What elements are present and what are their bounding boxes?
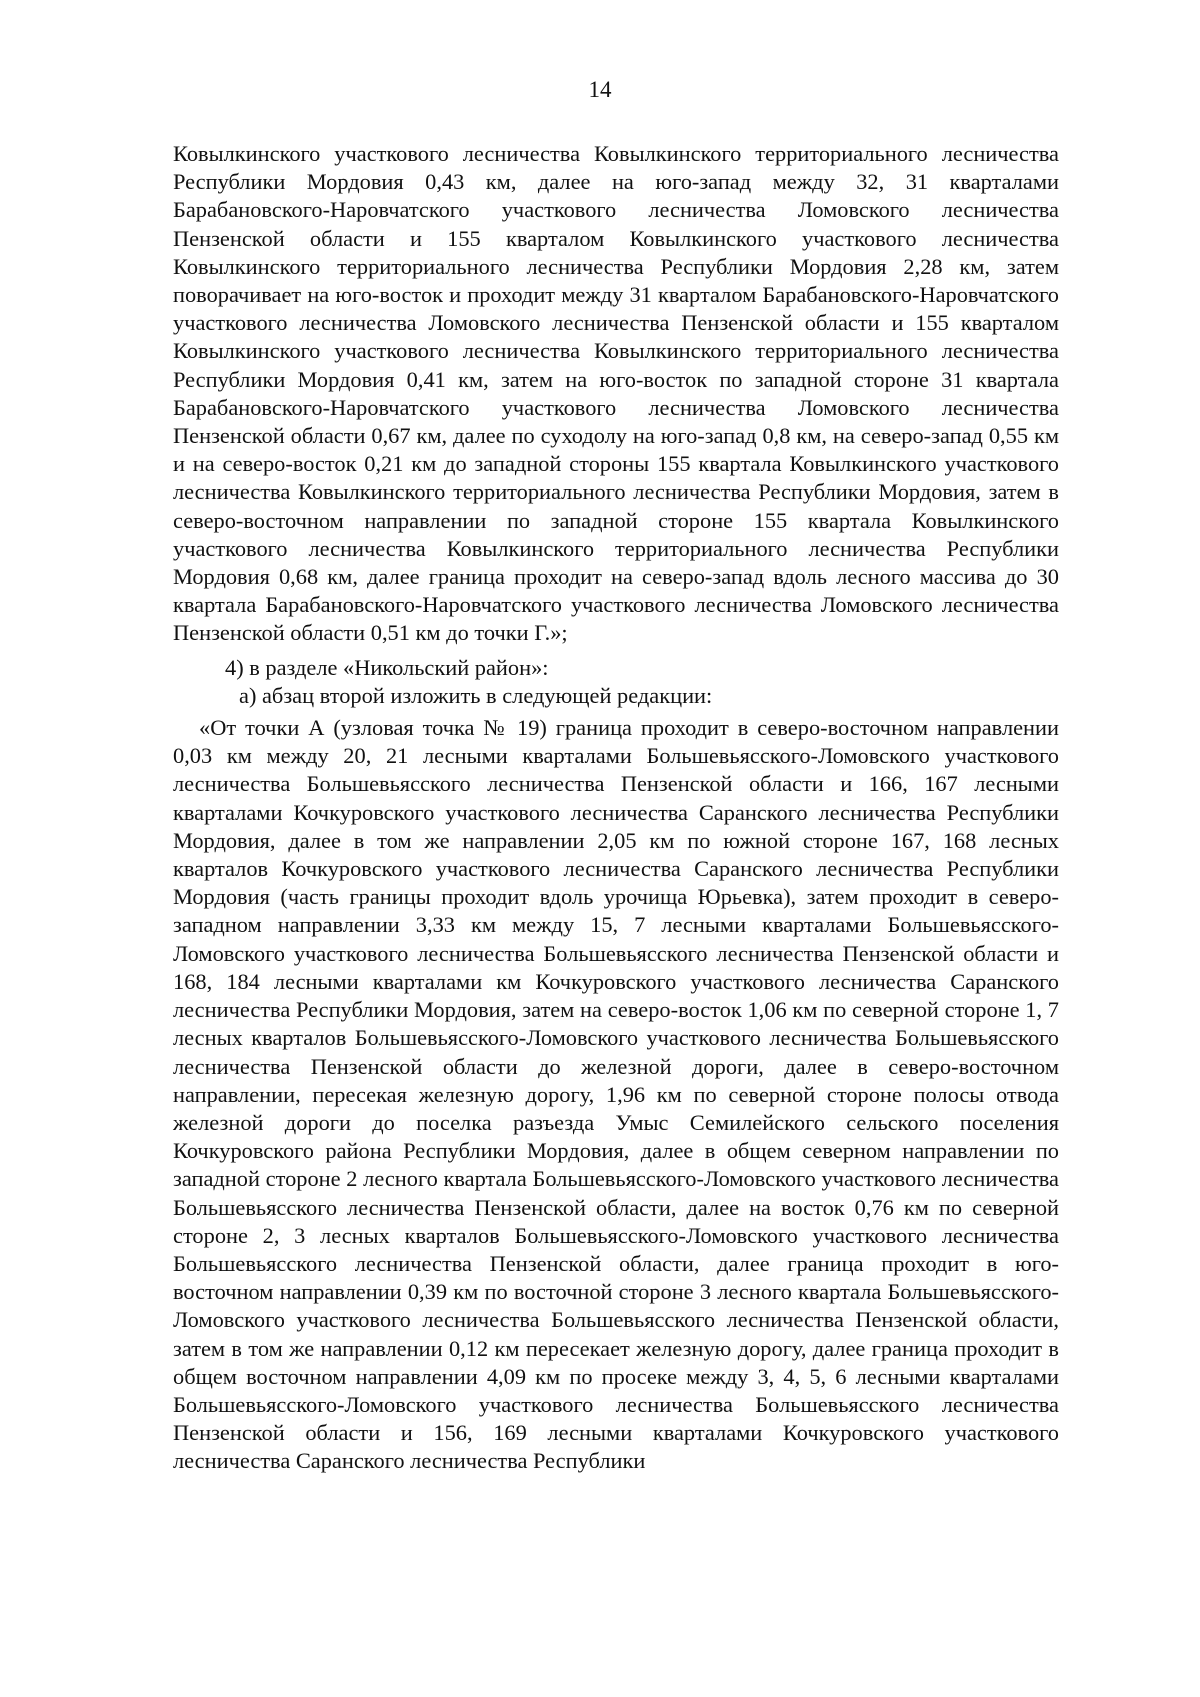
paragraph-continuation: Ковылкинского участкового лесничества Ковылкинского территориального лесничества Республики Мордовия 0,43 км, далее на юго-запад между 32, 31 кварталами Барабановского-Наровчатского участкового лесничества Ломовского лесничества Пензенской области и 155 кварталом Ковылкинского участкового лесничества Ковылкинского территориального лесничества Республики Мордовия 2,28 км, затем поворачивает на юго-восток и проходит между 31 кварталом Барабановского-Наровчатского участкового лесничества Ломовского лесничества Пензенской области и 155 кварталом Ковылкинского участкового лесничества Ковылкинского территориального лесничества Республики Мордовия 0,41 км, затем на юго-восток по западной стороне 31 квартала Барабановского-Наровчатского участкового лесничества Ломовского лесничества Пензенской области 0,67 км, далее по суходолу на юго-запад 0,8 км, на северо-запад 0,55 км и на северо-восток 0,21 км до западной стороны 155 квартала Ковылкинского участкового лесничества Ковылкинского территориального лесничества Республики Мордовия, затем в северо-восточном направлении по западной стороне 155 квартала Ковылкинского участкового лесничества Ковылкинского территориального лесничества Республики Мордовия 0,68 км, далее граница проходит на северо-запад вдоль лесного массива до 30 квартала Барабановского-Наровчатского участкового лесничества Ломовского лесничества Пензенской области 0,51 км до точки Г.»;	[173, 141, 1059, 646]
document-body	[173, 140, 1059, 1476]
page-number: 14	[588, 77, 612, 102]
paragraph-amended-text: «От точки А (узловая точка № 19) граница проходит в северо-восточном направлении 0,03 км между 20, 21 лесными кварталами Большевьясского-Ломовского участкового лесничества Большевьясского лесничества Пензенской области и 166, 167 лесными кварталами Кочкуровского участкового лесничества Саранского лесничества Республики Мордовия, далее в том же направлении 2,05 км по южной стороне 167, 168 лесных кварталов Кочкуровского участкового лесничества Саранского лесничества Республики Мордовия (часть границы проходит вдоль урочища Юрьевка), затем проходит в северо-западном направлении 3,33 км между 15, 7 лесными кварталами Большевьясского-Ломовского участкового лесничества Большевьясского лесничества Пензенской области и 168, 184 лесными кварталами км Кочкуровского участкового лесничества Саранского лесничества Республики Мордовия, затем на северо-восток 1,06 км по северной стороне 1, 7 лесных кварталов Большевьясского-Ломовского участкового лесничества Большевьясского лесничества Пензенской области до железной дороги, далее в северо-восточном направлении, пересекая железную дорогу, 1,96 км по северной стороне полосы отвода железной дороги до поселка разъезда Умыс Семилейского сельского поселения Кочкуровского района Республики Мордовия, далее в общем северном направлении по западной стороне 2 лесного квартала Большевьясского-Ломовского участкового лесничества Большевьясского лесничества Пензенской области, далее на восток 0,76 км по северной стороне 2, 3 лесных кварталов Большевьясского-Ломовского участкового лесничества Большевьясского лесничества Пензенской области, далее граница проходит в юго-восточном направлении 0,39 км по восточной стороне 3 лесного квартала Большевьясского-Ломовского участкового лесничества Большевьясского лесничества Пензенской области, затем в том же направлении 0,12 км пересекает железную дорогу, далее граница проходит в общем восточном направлении 4,09 км по просеке между 3, 4, 5, 6 лесными кварталами Большевьясского-Ломовского участкового лесничества Большевьясского лесничества Пензенской области и 156, 169 лесными кварталами Кочкуровского участкового лесничества Саранского лесничества Республики	[173, 715, 1059, 1474]
spacer	[173, 648, 1059, 652]
list-item-4: 4) в разделе «Никольский район»:	[225, 654, 549, 680]
list-item-4a: а) абзац второй изложить в следующей редакции:	[239, 682, 713, 708]
